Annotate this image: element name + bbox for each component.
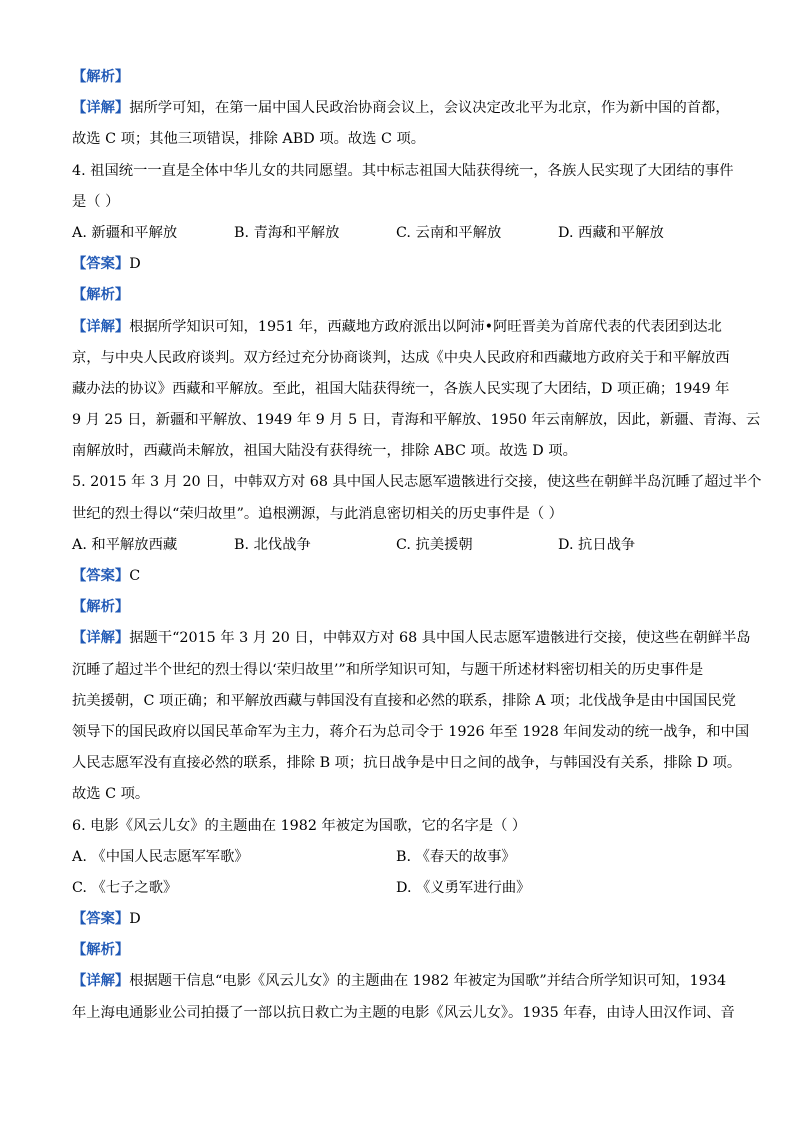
question-5-stem: 5. 2015 年 3 月 20 日，中韩双方对 68 具中国人民志愿军遗骸进行交接，使这些在朝鲜半岛沉睡了超过半个 [72,474,762,491]
answer-line [72,904,722,935]
detail-paragraph-line: 人民志愿军没有直接必然的联系，排除 B 项；抗日战争是中日之间的战争，与韩国没有关系，排除 D 项。 [72,755,742,772]
question-5-stem: 世纪的烈士得以“荣归故里”。追根溯源，与此消息密切相关的历史事件是（ ） [72,505,563,522]
question-6-stem: 6. 电影《风云儿女》的主题曲在 1982 年被定为国歌，它的名字是（ ） [72,817,527,834]
detail-tag: 【详解】 [72,630,130,647]
question-4-options [72,218,722,249]
detail-paragraph-line: 藏办法的协议》西藏和平解放。至此，祖国大陆获得统一，各族人民实现了大团结，D 项正确；1949 年 [72,380,730,397]
option-c: C. 《七子之歌》 [72,879,178,896]
option-a: A. 新疆和平解放 [72,224,178,241]
answer-value: D [129,256,141,273]
question-5-options [72,530,722,561]
detail-paragraph-line: 南解放时，西藏尚未解放，祖国大陆没有获得统一，排除 ABC 项。故选 D 项。 [72,443,577,460]
detail-paragraph-line: 【详解】据所学可知，在第一届中国人民政治协商会议上，会议决定改北平为北京，作为新中国的首都， [72,100,730,117]
answer-line [72,249,722,280]
detail-tag: 【详解】 [72,100,130,117]
answer-tag: 【答案】 [72,911,130,928]
answer-line [72,561,722,592]
detail-tag: 【详解】 [72,973,130,990]
option-d: D. 抗日战争 [558,536,636,553]
analysis-heading: 【解析】 [72,69,130,85]
question-4-stem: 4. 祖国统一一直是全体中华儿女的共同愿望。其中标志祖国大陆获得统一，各族人民实现了大团结的事件 [72,162,734,179]
detail-paragraph-line: 故选 C 项；其他三项错误，排除 ABD 项。故选 C 项。 [72,131,426,148]
detail-paragraph-line: 【详解】据题干“2015 年 3 月 20 日，中韩双方对 68 具中国人民志愿军遗骸进行交接，使这些在朝鲜半岛 [72,630,751,647]
option-c: C. 云南和平解放 [396,224,502,241]
detail-paragraph-line: 【详解】根据题干信息“电影《风云儿女》的主题曲在 1982 年被定为国歌”并结合所学知识可知，1934 [72,973,727,990]
answer-tag: 【答案】 [72,256,130,273]
detail-paragraph-line: 抗美援朝，C 项正确；和平解放西藏与韩国没有直接和必然的联系，排除 A 项；北伐战争是由中国国民党 [72,692,736,709]
detail-paragraph-line: 领导下的国民政府以国民革命军为主力，蒋介石为总司令于 1926 年至 1928 年间发动的统一战争，和中国 [72,723,750,740]
detail-paragraph-line: 故选 C 项。 [72,786,150,803]
option-d: D. 《义勇军进行曲》 [396,879,531,896]
question-4-stem: 是（ ） [72,193,120,210]
detail-paragraph-line: 【详解】根据所学知识可知，1951 年，西藏地方政府派出以阿沛•阿旺晋美为首席代表的代表团到达北 [72,318,722,335]
detail-paragraph-line: 年上海电通影业公司拍摄了一部以抗日救亡为主题的电影《风云儿女》。1935 年春，由诗人田汉作词、音 [72,1004,735,1021]
detail-paragraph-line: 京，与中央人民政府谈判。双方经过充分协商谈判，达成《中央人民政府和西藏地方政府关于和平解放西 [72,349,730,366]
option-b: B. 北伐战争 [234,536,311,553]
option-d: D. 西藏和平解放 [558,224,664,241]
option-b: B. 《春天的故事》 [396,848,516,865]
question-6-options-row-2 [72,873,722,904]
analysis-heading: 【解析】 [72,287,130,304]
answer-value: C [129,568,141,584]
question-6-options-row-1 [72,842,722,873]
answer-value: D [129,911,141,928]
analysis-heading: 【解析】 [72,942,130,959]
option-c: C. 抗美援朝 [396,536,473,553]
answer-tag: 【答案】 [72,568,130,584]
option-a: A. 和平解放西藏 [72,536,178,553]
analysis-heading: 【解析】 [72,599,130,616]
option-b: B. 青海和平解放 [234,224,340,241]
detail-tag: 【详解】 [72,318,130,335]
option-a: A. 《中国人民志愿军军歌》 [72,848,249,865]
exam-page [72,62,762,1029]
detail-paragraph-line: 沉睡了超过半个世纪的烈士得以‘荣归故里’”和所学知识可知，与题干所述材料密切相关的历史事件是 [72,661,704,678]
detail-paragraph-line: 9 月 25 日，新疆和平解放、1949 年 9 月 5 日，青海和平解放、1950 年云南解放，因此，新疆、青海、云 [72,412,761,429]
